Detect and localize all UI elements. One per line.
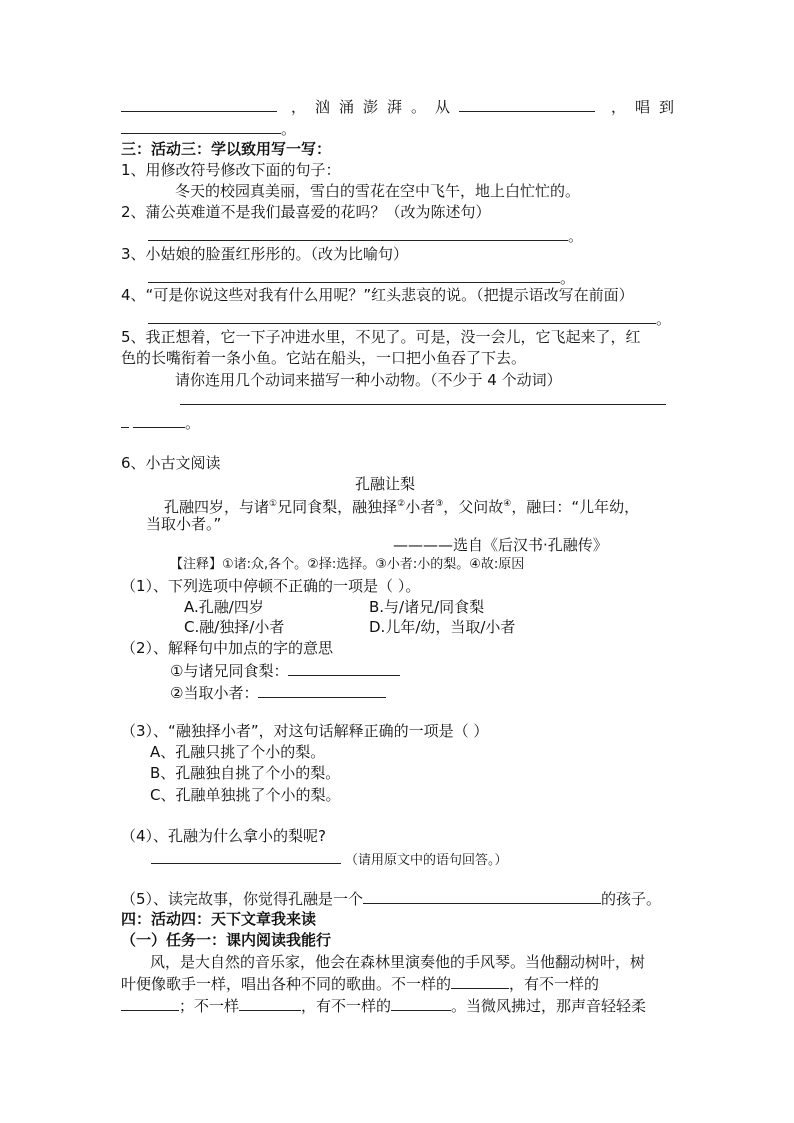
reading-line-1: 风，是大自然的音乐家，他会在森林里演奏他的手风琴。当他翻动树叶，树 (150, 953, 646, 971)
blank[interactable] (459, 96, 595, 112)
text: ①与诸兄同食梨： (170, 662, 289, 680)
section-4-heading: 四：活动四：天下文章我来读 (121, 910, 317, 928)
answer-blank[interactable] (148, 267, 560, 283)
text: ，汹涌澎湃。从 (291, 98, 460, 116)
question-5-answer-end (121, 412, 200, 433)
text: ，融曰：“儿年幼， (511, 498, 640, 516)
section-3-heading: 三：活动三：学以致用写一写： (121, 140, 332, 158)
answer-blank[interactable] (451, 973, 509, 989)
question-5-prompt: 请你连用几个动词来描写一种小动物。（不少于 4 个动词） (175, 371, 562, 389)
answer-blank[interactable] (391, 995, 451, 1011)
fill-line-2 (121, 118, 296, 139)
text: ②当取小者： (170, 684, 259, 702)
question-2-answer (148, 225, 583, 246)
answer-blank[interactable] (148, 308, 656, 324)
answer-blank[interactable] (288, 660, 400, 676)
text: ，有不一样的 (301, 997, 392, 1015)
option-d[interactable]: D.儿年/幼，当取/小者 (369, 618, 516, 636)
footnote-mark: ① (269, 499, 278, 509)
poem-line-2: 当取小者。” (146, 515, 222, 533)
sub-question-3: （3）、“融独择小者”，对这句话解释正确的一项是（ ） (121, 722, 489, 740)
instruction: （请用原文中的语句回答。） (345, 853, 508, 868)
text: ，唱到 (611, 98, 684, 116)
text: 叶便像歌手一样，唱出各种不同的歌曲。不一样的 (121, 975, 452, 993)
period: 。 (656, 310, 672, 328)
reading-line-3 (121, 995, 646, 1016)
answer-blank[interactable] (121, 995, 179, 1011)
sub-question-4: （4）、孔融为什么拿小的梨呢? (121, 827, 327, 845)
sub-question-4-answer (151, 848, 508, 871)
answer-blank[interactable] (239, 995, 301, 1011)
sub-question-2-b (170, 682, 386, 703)
task-1-heading: （一）任务一：课内阅读我能行 (121, 931, 332, 949)
sub-question-1: （1）、下列选项中停顿不正确的一项是（ ）。 (121, 577, 421, 595)
text: 孔融四岁，与诸 (164, 498, 270, 516)
poem-title: 孔融让梨 (355, 475, 416, 493)
question-1-sentence: 冬天的校园真美丽，雪白的雪花在空中飞午，地上白忙忙的。 (175, 182, 581, 200)
answer-blank[interactable] (258, 682, 386, 698)
sub-question-2-a (170, 660, 400, 681)
text: 兄同食梨，融独择 (277, 498, 398, 516)
question-4-answer (148, 308, 671, 329)
sub-question-2: （2）、解释句中加点的字的意思 (121, 639, 334, 657)
text: ；不一样 (179, 997, 240, 1015)
answer-blank[interactable] (148, 225, 568, 241)
option-a[interactable]: A、孔融只挑了个小的梨。 (150, 743, 326, 761)
source: ————选自《后汉书·孔融传》 (393, 536, 608, 554)
text: 。 (281, 120, 297, 138)
blank[interactable] (121, 412, 129, 428)
period: 。 (185, 414, 201, 432)
question-4: 4、“可是你说这些对我有什么用呢？”红头悲哀的说。（把提示语改写在前面） (121, 286, 634, 304)
text: ，父问故 (443, 498, 504, 516)
text: 的孩子。 (601, 890, 662, 908)
poem-line-1 (164, 494, 639, 517)
footnote-mark: ④ (503, 499, 512, 509)
option-c[interactable]: C、孔融单独挑了个小的梨。 (150, 786, 341, 804)
text: 小者 (405, 498, 436, 516)
option-b[interactable]: B.与/诸兄/同食梨 (369, 598, 485, 616)
question-5-line-1: 5、我正想着，它一下子冲进水里，不见了。可是，没一会儿，它飞起来了，红 (121, 328, 641, 346)
reading-line-2 (121, 973, 599, 994)
text: 。当微风拂过，那声音轻轻柔 (451, 997, 647, 1015)
blank[interactable] (121, 118, 281, 134)
option-c[interactable]: C.融/独择/小者 (184, 618, 285, 636)
blank[interactable] (121, 96, 277, 112)
sub-question-5 (121, 888, 661, 909)
period: 。 (568, 227, 584, 245)
option-b[interactable]: B、孔融独自挑了个小的梨。 (150, 764, 341, 782)
text: （5）、读完故事，你觉得孔融是一个 (121, 890, 364, 908)
fill-line-1 (121, 96, 683, 117)
question-5-line-2: 色的长嘴衔着一条小鱼。它站在船头，一口把小鱼吞了下去。 (121, 349, 527, 367)
question-3: 3、小姑娘的脸蛋红彤彤的。（改为比喻句） (121, 245, 409, 263)
question-6: 6、小古文阅读 (121, 454, 221, 472)
footnote-mark: ③ (435, 499, 444, 509)
annotation: 【注释】①诸:众,各个。②择:选择。③小者:小的梨。④故:原因 (170, 557, 525, 572)
question-2: 2、蒲公英难道不是我们最喜爱的花吗？（改为陈述句） (121, 203, 491, 221)
answer-blank[interactable] (151, 848, 341, 864)
answer-blank[interactable] (363, 888, 601, 904)
option-a[interactable]: A.孔融/四岁 (184, 598, 264, 616)
text: ，有不一样的 (509, 975, 600, 993)
answer-line[interactable] (180, 404, 666, 405)
blank[interactable] (133, 412, 185, 428)
period: 。 (560, 269, 576, 287)
footnote-mark: ② (397, 499, 406, 509)
question-1: 1、用修改符号修改下面的句子： (121, 161, 341, 179)
